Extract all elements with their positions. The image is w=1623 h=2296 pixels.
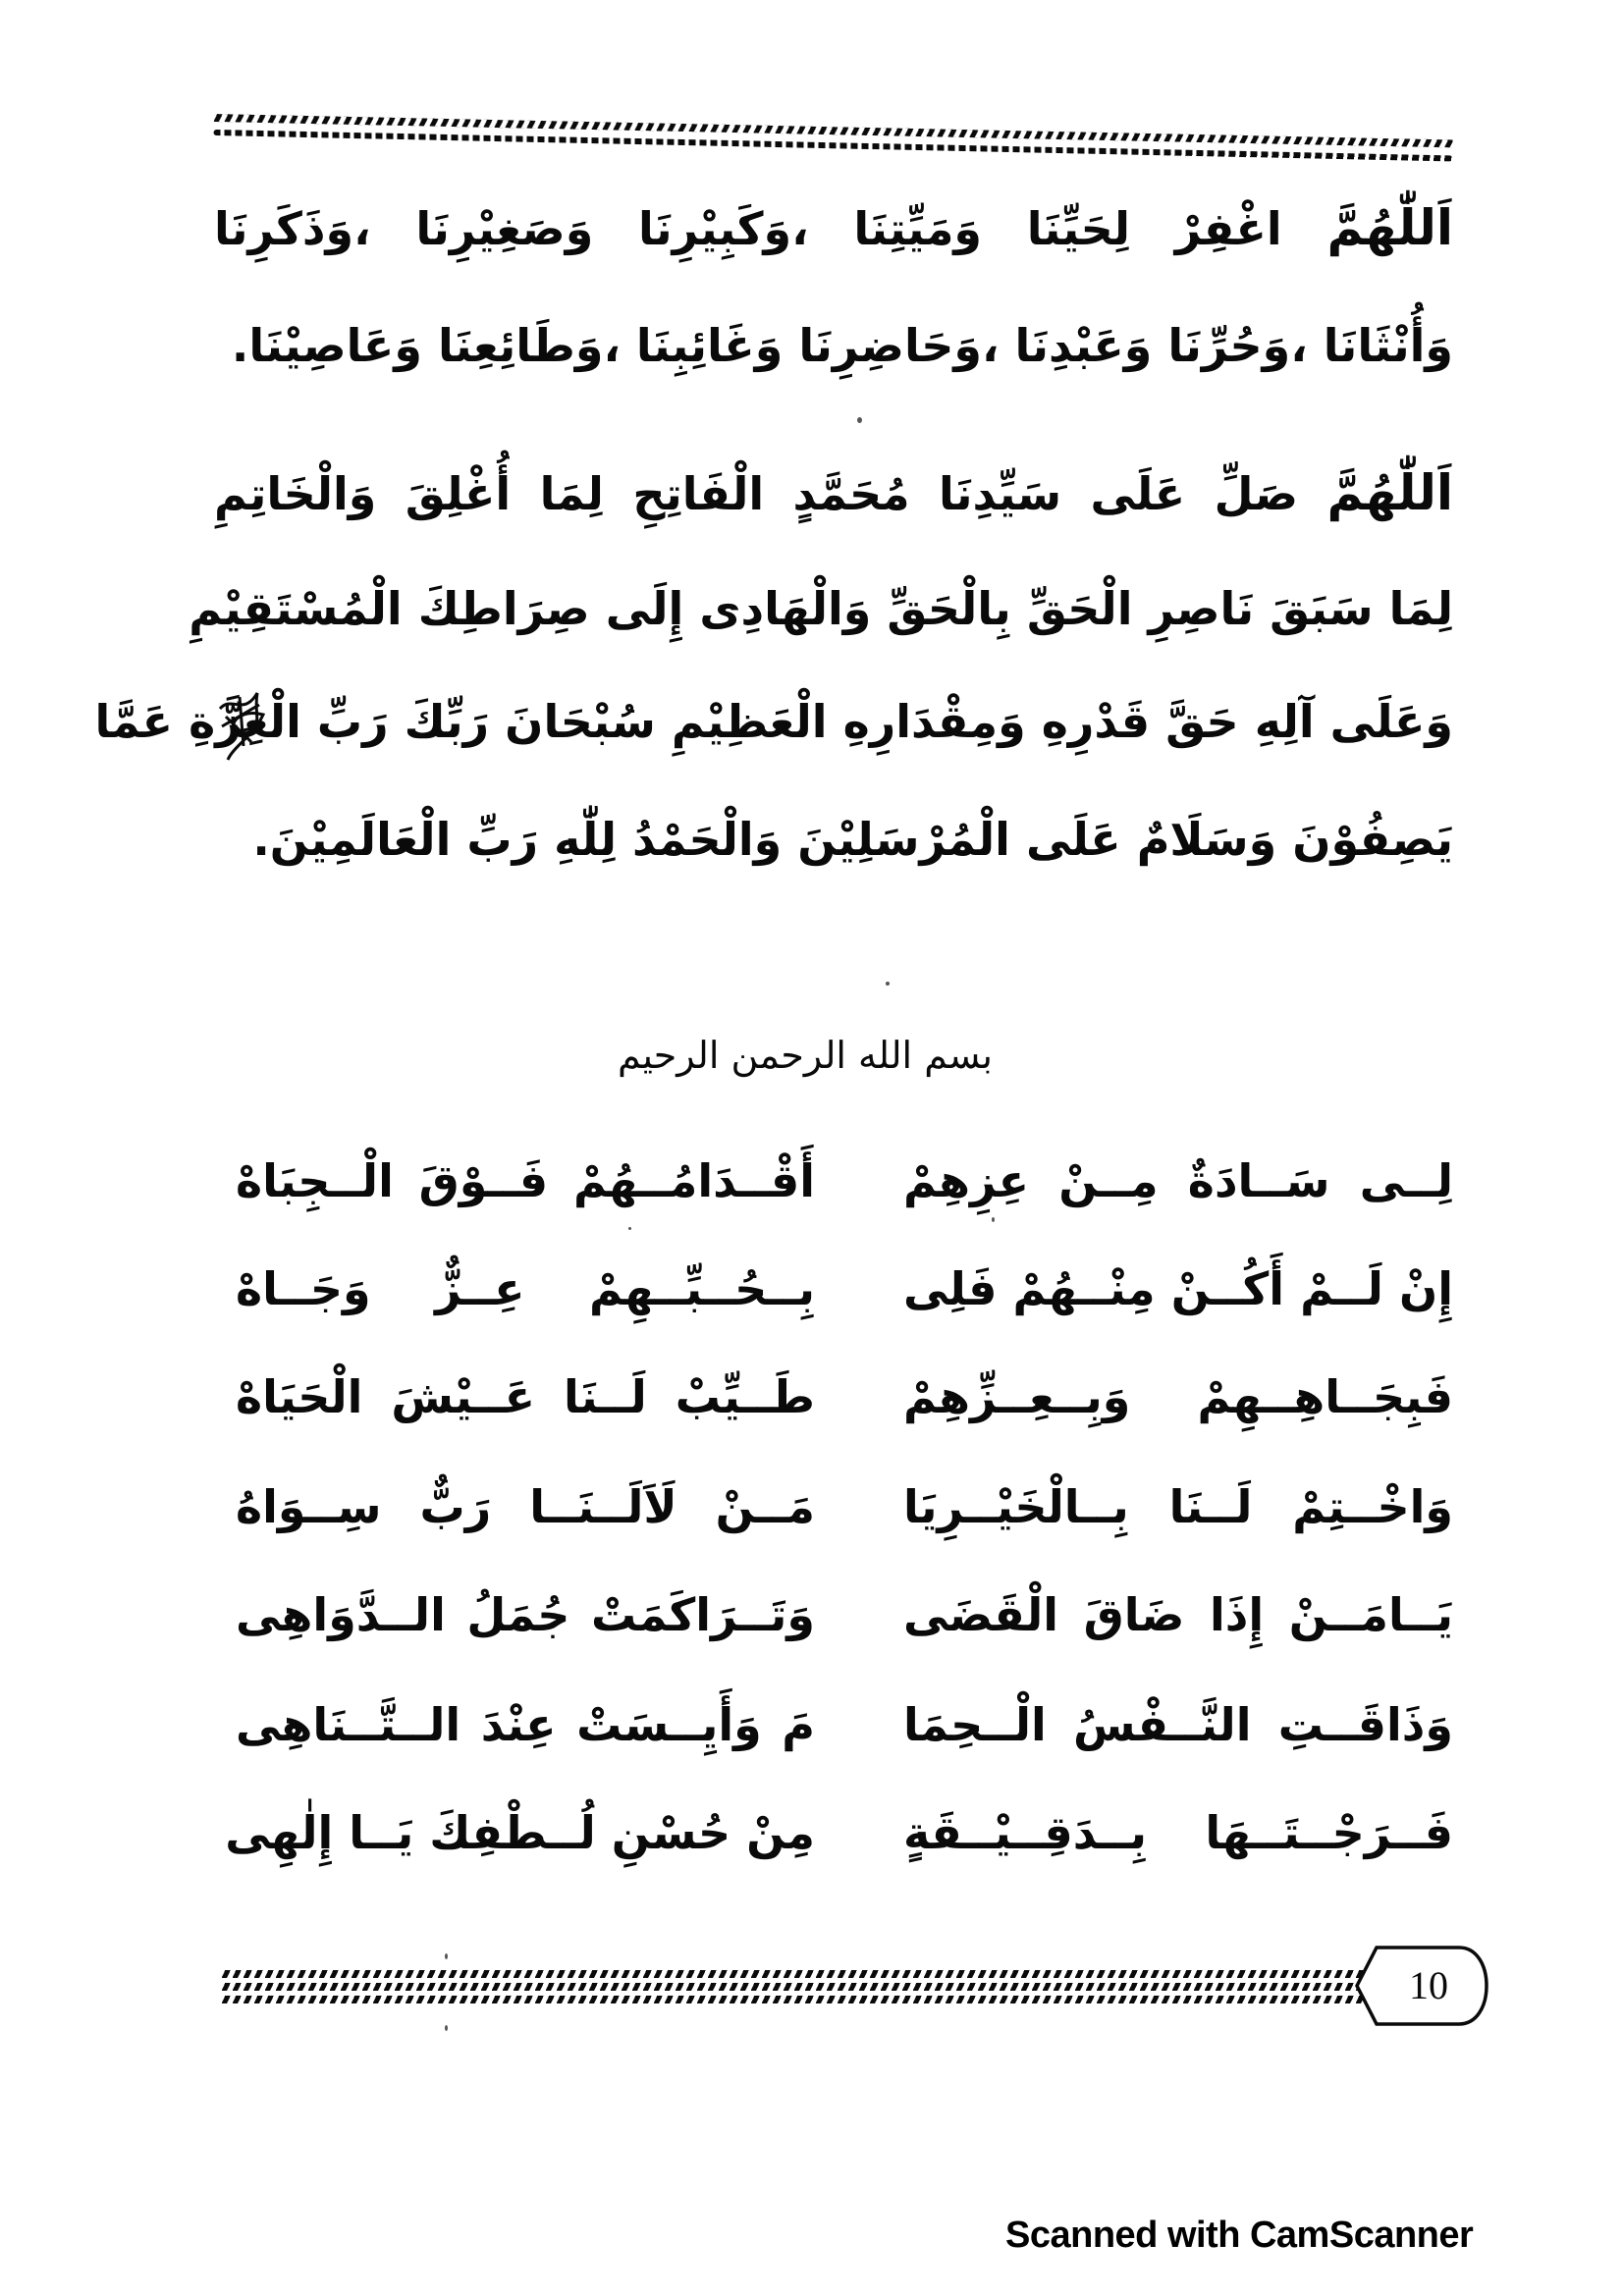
scan-speck [628,1227,631,1230]
verse-second-hemistich: بِــحُــبِّــهِمْ عِــزٌّ وَجَــاهْ [236,1262,815,1315]
verse-first-hemistich: إِنْ لَــمْ أَكُــنْ مِنْــهُمْ فَلِى [903,1262,1453,1315]
poem-verse [225,1789,1453,1877]
bottom-ornamental-border [222,1968,1363,2007]
prayer-line-lead: اَللّٰهُمَّ [1326,464,1453,521]
verse-second-hemistich: مَــنْ لَاَلَــنَــا رَبٌّ سِــوَاهُ [236,1480,815,1533]
prayer-line-lead: اَللّٰهُمَّ [1326,199,1454,256]
ink-scribble-mark [214,687,273,766]
verse-first-hemistich: فَبِجَــاهِــهِمْ وَبِــعِــزِّهِمْ [903,1370,1453,1423]
scan-speck [886,982,890,986]
verse-second-hemistich: مِنْ حُسْنِ لُــطْفِكَ يَــا إِلٰهِى [225,1806,815,1859]
poem-verse [236,1681,1453,1769]
poem-verse [236,1245,1453,1333]
scan-speck [992,1217,995,1222]
verse-second-hemistich: أَقْــدَامُــهُمْ فَــوْقَ الْــجِبَاهْ [236,1154,815,1207]
prayer-line-text: وَعَلَى آلِهِ حَقَّ قَدْرِهِ وَمِقْدَارِهِ الْعَظِيْمِ سُبْحَانَ رَبِّكَ رَبِّ الْعِزَّةِ عَمَّا [94,695,1453,748]
prayer-line [214,188,1453,267]
verse-second-hemistich: وَتَــرَاكَمَتْ جُمَلُ الــدَّوَاهِى [236,1588,815,1641]
verse-first-hemistich: فَــرَجْــتَــهَا بِــدَقِــيْــقَةٍ [903,1806,1453,1859]
prayer-line [189,569,1453,648]
scan-speck [445,2025,448,2031]
top-ornamental-border [213,110,1453,185]
scan-speck [445,1953,448,1959]
prayer-line [214,454,1453,532]
prayer-line-text: لِمَا سَبَقَ نَاصِرِ الْحَقِّ بِالْحَقِّ وَالْهَادِى إِلَى صِرَاطِكَ الْمُسْتَقِيْمِ [189,582,1453,635]
verse-second-hemistich: مَ وَأَيِــسَتْ عِنْدَ الــتَّــنَاهِى [236,1698,815,1751]
verse-first-hemistich: وَاخْــتِمْ لَــنَا بِــالْخَيْــرِيَا [903,1480,1453,1533]
ornament-row [222,1970,1363,1978]
prayer-line-text: صَلِّ عَلَى سَيِّدِنَا مُحَمَّدٍ الْفَاتِحِ لِمَا أُغْلِقَ وَالْخَاتِمِ [214,467,1299,520]
prayer-line [214,306,1453,385]
basmala-heading: بسم الله الرحمن الرحيم [618,1034,993,1077]
poem-verse [236,1353,1453,1441]
prayer-line [214,800,1453,879]
prayer-line-text: اغْفِرْ لِحَيِّنَا وَمَيِّتِنَا ،وَكَبِيْرِنَا وَصَغِيْرِنَا ،وَذَكَرِنَا [214,202,1282,255]
prayer-line-text: يَصِفُوْنَ وَسَلَامٌ عَلَى الْمُرْسَلِيْنَ وَالْحَمْدُ لِلّٰهِ رَبِّ الْعَالَمِيْنَ. [252,813,1453,866]
verse-first-hemistich: وَذَاقَــتِ النَّــفْسُ الْــحِمَا [903,1698,1453,1751]
poem-verse [236,1571,1453,1659]
ornament-row [222,1983,1363,1991]
page-number-badge [1353,1944,1490,2028]
prayer-line-text: وَأُنْثَانَا ،وَحُرِّنَا وَعَبْدِنَا ،وَحَاضِرِنَا وَغَائِبِنَا ،وَطَائِعِنَا وَعَاصِيْنَا. [231,319,1453,372]
page-number: 10 [1409,1963,1448,2007]
scan-speck [857,417,862,423]
ornament-row [222,1996,1363,2003]
poem-verse [236,1463,1453,1551]
prayer-line [94,682,1453,761]
poem-verse [236,1137,1453,1225]
verse-first-hemistich: لِــى سَــادَةٌ مِــنْ عِزِهِمْ [903,1154,1453,1207]
verse-first-hemistich: يَــامَــنْ إِذَا ضَاقَ الْقَضَى [903,1588,1453,1641]
camscanner-watermark: Scanned with CamScanner [1005,2215,1474,2256]
verse-second-hemistich: طَــيِّبْ لَــنَا عَــيْشَ الْحَيَاهْ [236,1370,815,1423]
